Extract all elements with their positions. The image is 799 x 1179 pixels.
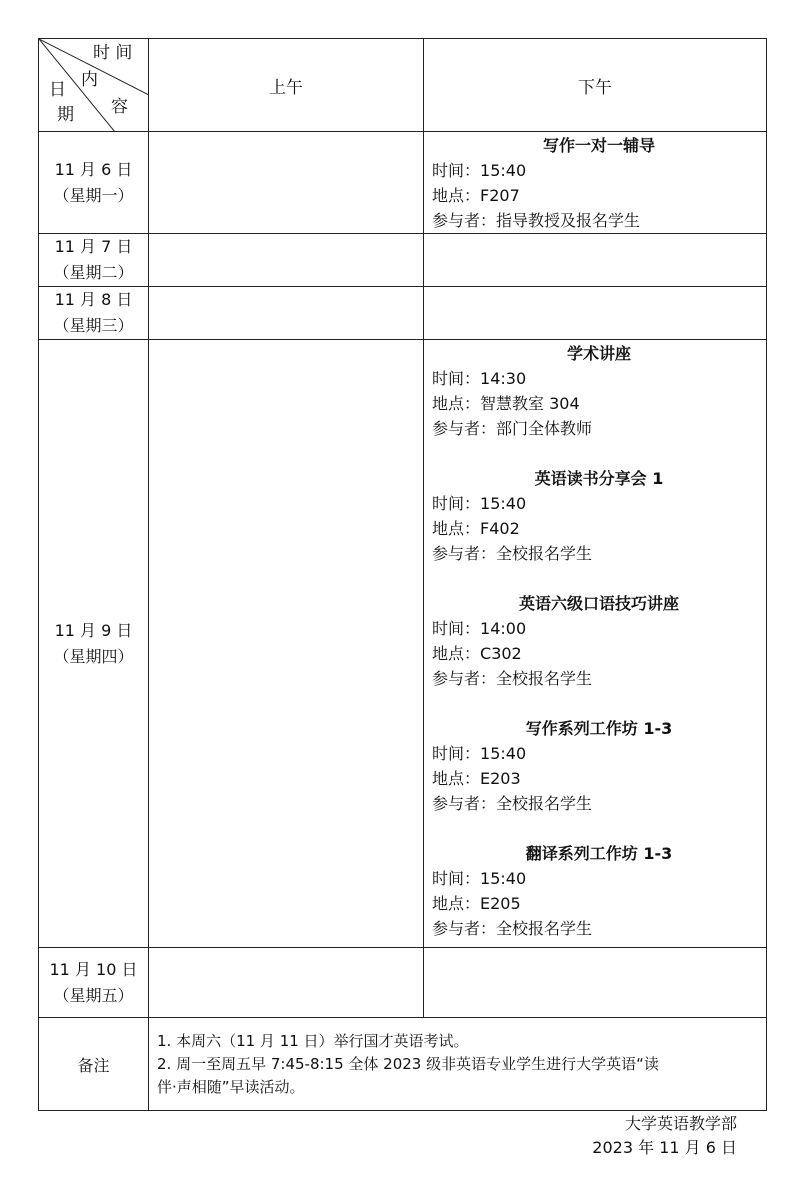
event-time-label: 时间： [432, 494, 481, 513]
event-participants-label: 参与者： [432, 211, 497, 230]
event-time [432, 366, 766, 391]
afternoon-cell [424, 340, 767, 948]
date-cell [39, 340, 149, 948]
event-place-value: F402 [480, 519, 520, 538]
event-participants-value: 全校报名学生 [496, 669, 593, 688]
event [424, 716, 766, 816]
event-time-label: 时间： [432, 744, 481, 763]
date-label: 11 月 10 日 [49, 959, 138, 979]
event-participants-value: 全校报名学生 [496, 544, 593, 563]
event-place-label: 地点： [432, 644, 481, 663]
event-time [432, 866, 766, 891]
date-cell [39, 948, 149, 1018]
event-time-value: 14:00 [480, 619, 527, 638]
notes-cell [149, 1018, 767, 1111]
schedule-table [38, 38, 767, 1111]
day-row-nov-9 [39, 340, 767, 948]
event-place-label: 地点： [432, 769, 481, 788]
date-label: 11 月 9 日 [54, 620, 133, 640]
day-row-nov-6 [39, 132, 767, 234]
event-title: 翻译系列工作坊 1-3 [525, 844, 673, 863]
afternoon-cell [424, 132, 767, 234]
event-time-value: 14:30 [480, 369, 527, 388]
event-participants [432, 916, 766, 941]
event-place [432, 516, 766, 541]
weekday-label: （星期一） [53, 185, 134, 205]
corner-content-label-2: 容 [111, 97, 128, 117]
event-title: 学术讲座 [566, 344, 631, 363]
date-cell [39, 287, 149, 340]
morning-cell [149, 132, 424, 234]
event-participants-value: 全校报名学生 [496, 794, 593, 813]
event-place-label: 地点： [432, 894, 481, 913]
issue-date: 2023 年 11 月 6 日 [592, 1138, 737, 1157]
event-place-value: F207 [480, 186, 520, 205]
event-place [432, 183, 766, 208]
event-title: 写作一对一辅导 [542, 136, 655, 155]
event-place-value: E203 [480, 769, 521, 788]
event-time [432, 741, 766, 766]
event-time-value: 15:40 [480, 744, 527, 763]
event-place-label: 地点： [432, 394, 481, 413]
note-line: 伴·声相随”早读活动。 [157, 1077, 305, 1096]
notes-label: 备注 [39, 1018, 149, 1111]
afternoon-cell [424, 287, 767, 340]
event [424, 841, 766, 941]
corner-time-label: 时 间 [93, 43, 133, 63]
event [424, 341, 766, 441]
diagonal-header-cell [39, 39, 149, 132]
event-time-label: 时间： [432, 369, 481, 388]
event [424, 466, 766, 566]
event-participants [432, 666, 766, 691]
event-participants-label: 参与者： [432, 544, 497, 563]
event-participants-value: 指导教授及报名学生 [496, 211, 641, 230]
footer-signature [592, 1112, 737, 1160]
date-cell [39, 234, 149, 287]
morning-cell [149, 234, 424, 287]
day-row-nov-7 [39, 234, 767, 287]
notes-row [39, 1018, 767, 1111]
event-participants [432, 791, 766, 816]
morning-cell [149, 340, 424, 948]
event-place [432, 391, 766, 416]
morning-cell [149, 948, 424, 1018]
afternoon-cell [424, 234, 767, 287]
event-participants [432, 541, 766, 566]
date-cell [39, 132, 149, 234]
afternoon-header: 下午 [424, 39, 767, 132]
date-label: 11 月 7 日 [54, 237, 133, 256]
day-row-nov-10 [39, 948, 767, 1018]
event [424, 133, 766, 233]
corner-date-label-2: 期 [57, 105, 74, 125]
event-time-value: 15:40 [480, 161, 527, 180]
date-label: 11 月 6 日 [54, 159, 133, 179]
event-title: 英语读书分享会 1 [534, 469, 664, 488]
event-time [432, 616, 766, 641]
event-place-value: C302 [480, 644, 522, 663]
note-line: 2. 周一至周五早 7:45-8:15 全体 2023 级非英语专业学生进行大学英语“读 [157, 1054, 659, 1073]
morning-cell [149, 287, 424, 340]
corner-date-label-1: 日 [49, 80, 66, 100]
event-participants-label: 参与者： [432, 919, 497, 938]
event-place-value: 智慧教室 304 [480, 394, 580, 413]
event-time-value: 15:40 [480, 494, 527, 513]
event-place [432, 766, 766, 791]
weekday-label: （星期五） [53, 985, 134, 1005]
department-name: 大学英语教学部 [624, 1114, 737, 1133]
event-time-label: 时间： [432, 619, 481, 638]
event-participants-label: 参与者： [432, 794, 497, 813]
event-title: 英语六级口语技巧讲座 [518, 594, 679, 613]
event-participants-label: 参与者： [432, 419, 497, 438]
day-row-nov-8 [39, 287, 767, 340]
event-place-value: E205 [480, 894, 521, 913]
corner-content-label-1: 内 [81, 70, 98, 90]
afternoon-cell [424, 948, 767, 1018]
header-row [39, 39, 767, 132]
event-place [432, 891, 766, 916]
event-participants-label: 参与者： [432, 669, 497, 688]
event-time-label: 时间： [432, 869, 481, 888]
event [424, 591, 766, 691]
weekday-label: （星期四） [53, 646, 134, 666]
date-label: 11 月 8 日 [54, 290, 133, 309]
event-place-label: 地点： [432, 519, 481, 538]
event-time [432, 491, 766, 516]
event-place [432, 641, 766, 666]
event-participants [432, 416, 766, 441]
weekday-label: （星期二） [53, 263, 134, 282]
note-line: 1. 本周六（11 月 11 日）举行国才英语考试。 [157, 1031, 469, 1050]
event-time [432, 158, 766, 183]
weekday-label: （星期三） [53, 316, 134, 335]
event-place-label: 地点： [432, 186, 481, 205]
event-title: 写作系列工作坊 1-3 [525, 719, 673, 738]
event-time-value: 15:40 [480, 869, 527, 888]
event-participants [432, 208, 766, 233]
event-participants-value: 部门全体教师 [496, 419, 593, 438]
event-participants-value: 全校报名学生 [496, 919, 593, 938]
event-time-label: 时间： [432, 161, 481, 180]
morning-header: 上午 [149, 39, 424, 132]
